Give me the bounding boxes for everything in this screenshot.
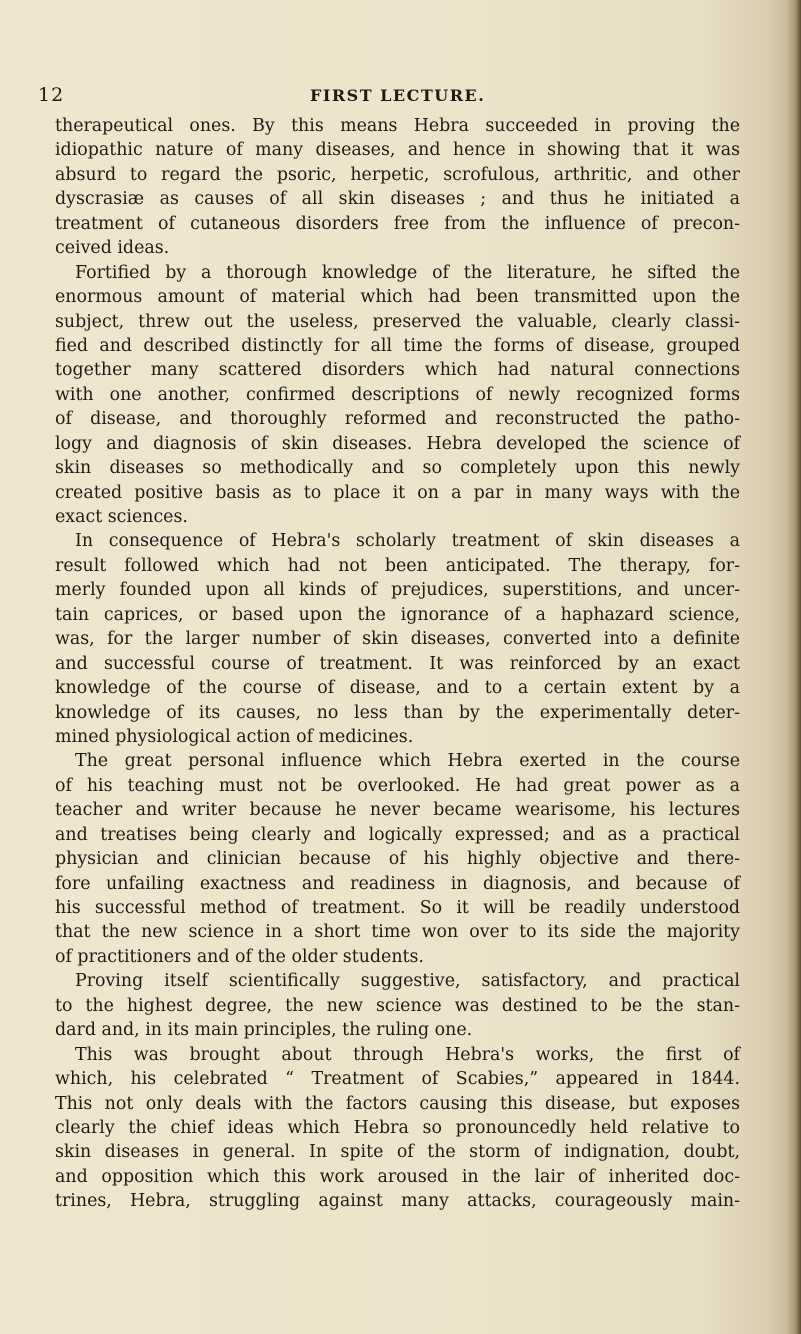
text-line: mined physiological action of medicines. <box>55 726 414 747</box>
text-line: which, his celebrated “ Treatment of Scabies,” appeared in 1844. <box>55 1069 740 1090</box>
text-line: This not only deals with the factors causing this disease, but exposes <box>55 1093 740 1114</box>
text-line: of practitioners and of the older students. <box>55 946 424 967</box>
text-line: and treatises being clearly and logically expressed; and as a practical <box>55 824 740 845</box>
text-line: of his teaching must not be overlooked. He had great power as a <box>55 775 740 796</box>
text-line: trines, Hebra, struggling against many attacks, courageously main- <box>55 1191 740 1212</box>
text-line: of disease, and thoroughly reformed and reconstructed the patho- <box>55 409 740 430</box>
text-line: knowledge of its causes, no less than by the experimentally deter- <box>55 702 740 723</box>
text-line: tain caprices, or based upon the ignorance of a haphazard science, <box>55 604 740 625</box>
text-line: In consequence of Hebra's scholarly treatment of skin diseases a <box>75 531 740 552</box>
text-line: ceived ideas. <box>55 238 170 259</box>
text-line: fore unfailing exactness and readiness in diagnosis, and because of <box>55 873 740 894</box>
text-line: to the highest degree, the new science was destined to be the stan- <box>55 995 740 1016</box>
text-line: result followed which had not been anticipated. The therapy, for- <box>55 555 740 576</box>
running-head: FIRST LECTURE. <box>310 86 486 105</box>
text-line: and successful course of treatment. It was reinforced by an exact <box>55 653 740 674</box>
text-line: The great personal influence which Hebra exerted in the course <box>75 751 740 772</box>
text-line: enormous amount of material which had been transmitted upon the <box>55 287 740 308</box>
text-line: with one another, confirmed descriptions of newly recognized forms <box>55 384 740 405</box>
text-line: exact sciences. <box>55 507 188 527</box>
text-line: teacher and writer because he never became wearisome, his lectures <box>55 800 740 821</box>
text-line: Fortified by a thorough knowledge of the literature, he sifted the <box>75 262 740 283</box>
text-line: clearly the chief ideas which Hebra so pronouncedly held relative to <box>55 1117 740 1138</box>
text-line: dard and, in its main principles, the ruling one. <box>55 1020 473 1041</box>
text-line: absurd to regard the psoric, herpetic, scrofulous, arthritic, and other <box>55 164 740 185</box>
text-line: fied and described distinctly for all time the forms of disease, grouped <box>55 335 740 356</box>
text-line: treatment of cutaneous disorders free from the influence of precon- <box>55 213 740 234</box>
text-line: Proving itself scientifically suggestive, satisfactory, and practical <box>75 971 740 992</box>
text-line: created positive basis as to place it on a par in many ways with the <box>55 482 740 503</box>
text-line: idiopathic nature of many diseases, and hence in showing that it was <box>55 140 740 161</box>
text-line: therapeutical ones. By this means Hebra succeeded in proving the <box>55 116 740 136</box>
text-line: subject, threw out the useless, preserved the valuable, clearly classi- <box>55 311 740 332</box>
text-line: together many scattered disorders which had natural connections <box>55 360 740 381</box>
page-edge-shadow <box>787 0 801 1334</box>
text-line: was, for the larger number of skin diseases, converted into a definite <box>55 629 740 650</box>
text-line: logy and diagnosis of skin diseases. Hebra developed the science of <box>55 433 740 454</box>
page-number: 12 <box>38 84 65 106</box>
text-line: his successful method of treatment. So it will be readily understood <box>55 898 740 918</box>
text-line: skin diseases in general. In spite of the storm of indignation, doubt, <box>55 1142 740 1163</box>
body-text <box>55 114 740 1214</box>
text-line: knowledge of the course of disease, and to a certain extent by a <box>55 678 740 699</box>
text-line: merly founded upon all kinds of prejudices, superstitions, and uncer- <box>55 580 740 601</box>
text-line: that the new science in a short time won over to its side the majority <box>55 922 740 943</box>
text-line: skin diseases so methodically and so completely upon this newly <box>55 458 740 479</box>
text-line: This was brought about through Hebra's works, the first of <box>75 1044 740 1065</box>
text-line: and opposition which this work aroused in the lair of inherited doc- <box>55 1166 740 1187</box>
text-line: dyscrasiæ as causes of all skin diseases ; and thus he initiated a <box>55 189 740 210</box>
text-line: physician and clinician because of his highly objective and there- <box>55 849 740 870</box>
